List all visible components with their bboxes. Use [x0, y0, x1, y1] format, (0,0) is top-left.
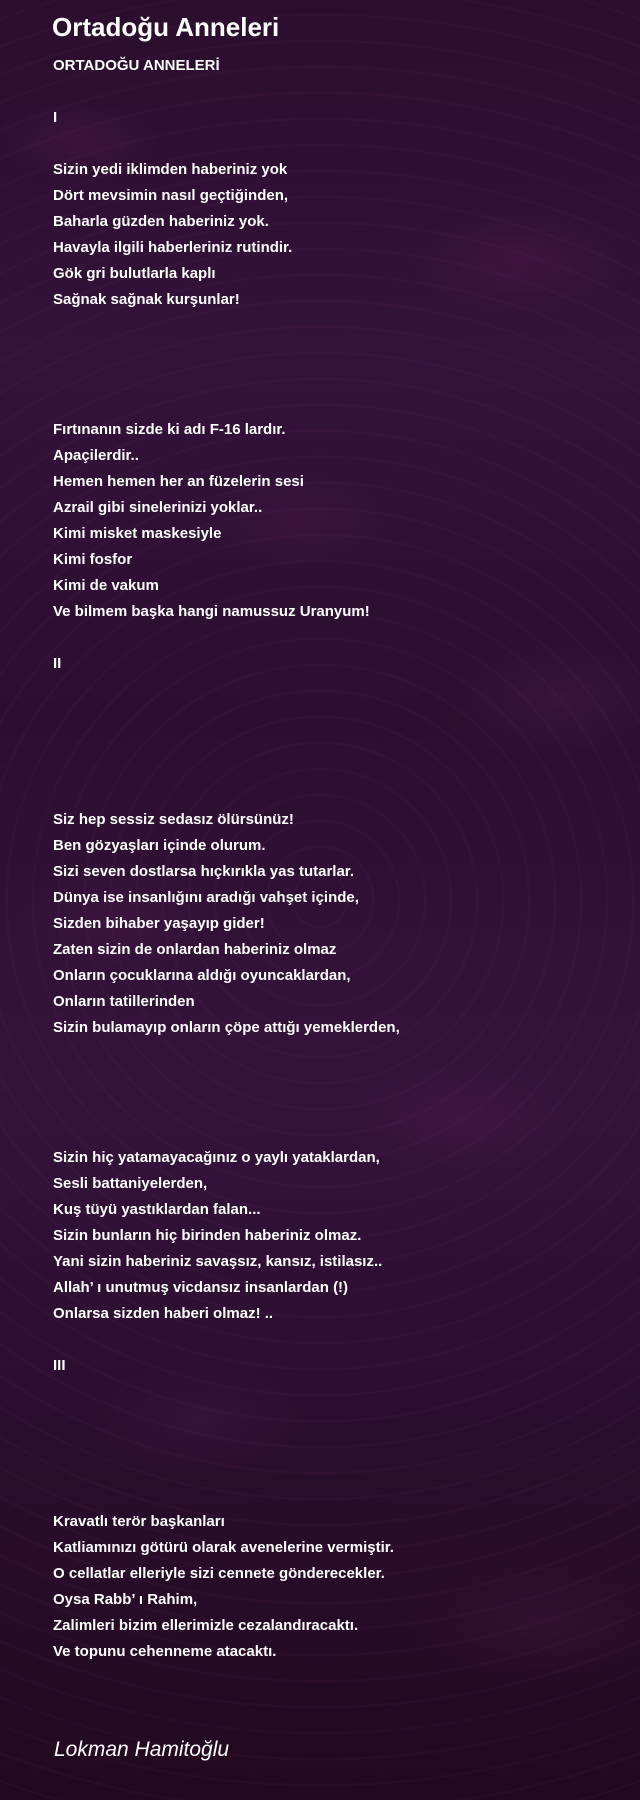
poem-line: Kimi fosfor: [53, 551, 133, 568]
poem-line: Sesli battaniyelerden,: [53, 1175, 208, 1192]
stanza-gap: [53, 339, 623, 365]
stanza-gap: [53, 313, 623, 339]
poem-line: Ve topunu cehenneme atacaktı.: [53, 1643, 277, 1660]
poem-line: Sizin bunların hiç birinden haberiniz olmaz.: [53, 1227, 362, 1244]
poem-line: Oysa Rabb’ ı Rahim,: [53, 1591, 198, 1608]
stanza-gap: [53, 729, 623, 755]
stanza-gap: [53, 1041, 623, 1067]
poem-line: Fırtınanın sizde ki adı F-16 lardır.: [53, 421, 286, 438]
poem-line: Allah’ ı unutmuş vicdansız insanlardan (!): [53, 1279, 349, 1296]
poem-line: Dört mevsimin nasıl geçtiğinden,: [53, 187, 289, 204]
poem-body: [53, 53, 623, 1665]
poem-line: Kimi misket maskesiyle: [53, 525, 222, 542]
poem-line: Siz hep sessiz sedasız ölürsünüz!: [53, 811, 294, 828]
poem-line: Onların tatillerinden: [53, 993, 195, 1010]
poem-line: Baharla güzden haberiniz yok.: [53, 213, 269, 230]
poem-line: Onlarsa sizden haberi olmaz! ..: [53, 1305, 274, 1322]
poem-line: Kimi de vakum: [53, 577, 159, 594]
stanza-gap: [53, 703, 623, 729]
poem-line: Hemen hemen her an füzelerin sesi: [53, 473, 304, 490]
poem-line: O cellatlar elleriyle sizi cennete gönderecekler.: [53, 1565, 385, 1582]
stanza-gap: [53, 1483, 623, 1509]
poem-title: Ortadoğu Anneleri: [52, 12, 280, 42]
poem-line: I: [53, 109, 58, 126]
poem-line: Sizi seven dostlarsa hıçkırıkla yas tutarlar.: [53, 863, 354, 880]
poem-line: ORTADOĞU ANNELERİ: [53, 57, 220, 74]
poem-line: Sağnak sağnak kurşunlar!: [53, 291, 240, 308]
poem-line: Yani sizin haberiniz savaşsız, kansız, istilasız..: [53, 1253, 383, 1270]
poem-line: Zalimleri bizim ellerimizle cezalandıracaktı.: [53, 1617, 359, 1634]
poem-line: Azrail gibi sinelerinizi yoklar..: [53, 499, 263, 516]
stanza-gap: [53, 781, 623, 807]
poem-line: Apaçilerdir..: [53, 447, 139, 464]
poem-line: Havayla ilgili haberleriniz rutindir.: [53, 239, 293, 256]
stanza-gap: [53, 1327, 623, 1353]
poem-line: Kuş tüyü yastıklardan falan...: [53, 1201, 261, 1218]
poem-line: Ve bilmem başka hangi namussuz Uranyum!: [53, 603, 370, 620]
stanza-gap: [53, 1119, 623, 1145]
stanza-gap: [53, 79, 623, 105]
stanza-gap: [53, 1093, 623, 1119]
poem-line: Sizin yedi iklimden haberiniz yok: [53, 161, 288, 178]
poem-line: Sizin hiç yatamayacağınız o yaylı yataklardan,: [53, 1149, 380, 1166]
poem-line: Sizin bulamayıp onların çöpe attığı yemeklerden,: [53, 1019, 400, 1036]
stanza-gap: [53, 1405, 623, 1431]
stanza-gap: [53, 1431, 623, 1457]
poem-line: Ben gözyaşları içinde olurum.: [53, 837, 266, 854]
stanza-gap: [53, 625, 623, 651]
stanza-gap: [53, 1379, 623, 1405]
poem-line: Sizden bihaber yaşayıp gider!: [53, 915, 265, 932]
stanza-gap: [53, 677, 623, 703]
stanza-gap: [53, 391, 623, 417]
poem-line: Kravatlı terör başkanları: [53, 1513, 225, 1530]
stanza-gap: [53, 365, 623, 391]
poem-line: Katliamınızı götürü olarak avenelerine vermiştir.: [53, 1539, 394, 1556]
poem-line: Gök gri bulutlarla kaplı: [53, 265, 216, 282]
stanza-gap: [53, 1457, 623, 1483]
stanza-gap: [53, 755, 623, 781]
poem-author: Lokman Hamitoğlu: [54, 1738, 230, 1761]
stanza-gap: [53, 131, 623, 157]
poem-line: Dünya ise insanlığını aradığı vahşet içinde,: [53, 889, 359, 906]
poem-line: Onların çocuklarına aldığı oyuncaklardan,: [53, 967, 351, 984]
poem-line: II: [53, 655, 62, 672]
poem-line: Zaten sizin de onlardan haberiniz olmaz: [53, 941, 337, 958]
poem-line: III: [53, 1357, 66, 1374]
stanza-gap: [53, 1067, 623, 1093]
